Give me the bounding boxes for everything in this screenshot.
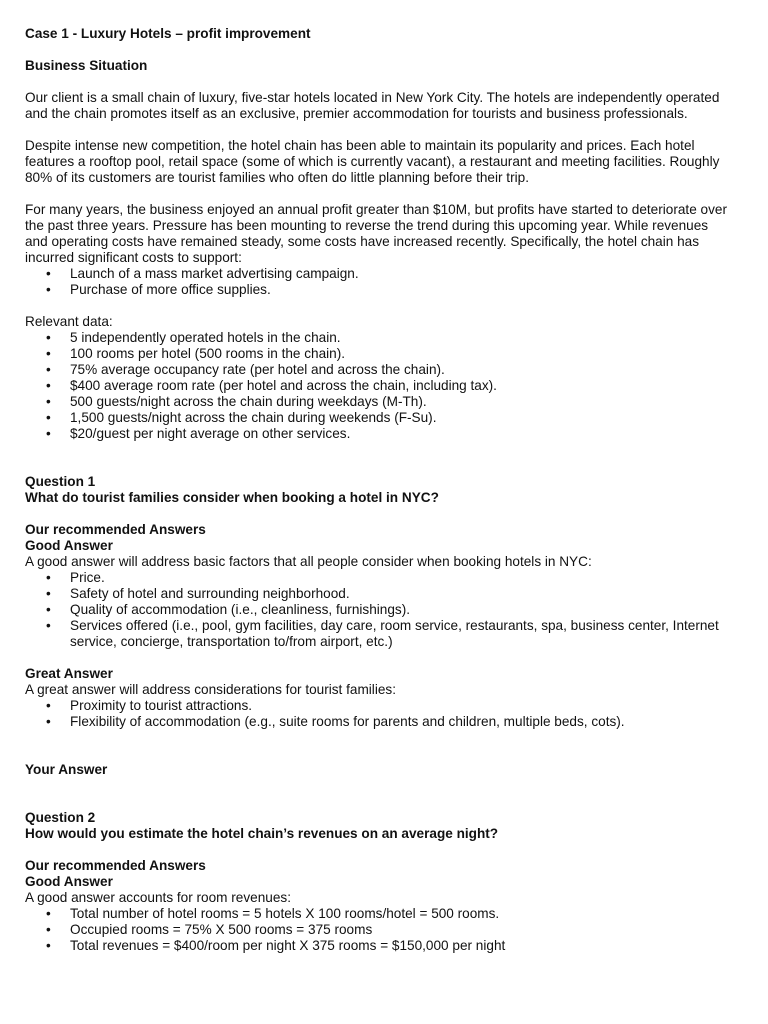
question2-text: How would you estimate the hotel chain’s revenues on an average night?: [25, 826, 499, 841]
business-situation-heading: Business Situation: [25, 58, 148, 73]
question2-good-intro: A good answer accounts for room revenues:: [25, 890, 291, 905]
question1-recommended-heading: Our recommended Answers: [25, 522, 206, 537]
question1-your-answer-heading: Your Answer: [25, 762, 108, 777]
list-item: • 100 rooms per hotel (500 rooms in the chain).: [25, 346, 728, 362]
list-item: • Proximity to tourist attractions.: [25, 698, 728, 714]
question1-good-heading: Good Answer: [25, 538, 113, 553]
question1-great-list: [25, 698, 728, 730]
list-item: • Safety of hotel and surrounding neighborhood.: [25, 586, 728, 602]
list-item: • Occupied rooms = 75% X 500 rooms = 375 rooms: [25, 922, 728, 938]
list-item: • $400 average room rate (per hotel and across the chain, including tax).: [25, 378, 728, 394]
list-item: • Services offered (i.e., pool, gym facilities, day care, room service, restaurants, spa, business center, Internet service, concierge, transportation to/from airport, etc.): [25, 618, 728, 650]
list-item: • Purchase of more office supplies.: [25, 282, 728, 298]
list-item: • 1,500 guests/night across the chain during weekends (F-Su).: [25, 410, 728, 426]
list-item: • Price.: [25, 570, 728, 586]
question1-good-intro: A good answer will address basic factors that all people consider when booking hotels in NYC:: [25, 554, 592, 569]
list-item: • 500 guests/night across the chain during weekdays (M-Th).: [25, 394, 728, 410]
list-item: • 75% average occupancy rate (per hotel and across the chain).: [25, 362, 728, 378]
question1-great-intro: A great answer will address considerations for tourist families:: [25, 682, 396, 697]
question2-recommended-heading: Our recommended Answers: [25, 858, 206, 873]
question1-label: Question 1: [25, 474, 96, 489]
document-title: Case 1 - Luxury Hotels – profit improvement: [25, 26, 311, 41]
cost-list: [25, 266, 728, 298]
list-item: • Flexibility of accommodation (e.g., suite rooms for parents and children, multiple beds, cots).: [25, 714, 728, 730]
list-item: • Quality of accommodation (i.e., cleanliness, furnishings).: [25, 602, 728, 618]
list-item: • Total revenues = $400/room per night X 375 rooms = $150,000 per night: [25, 938, 728, 954]
relevant-data-label: Relevant data:: [25, 314, 113, 329]
paragraph-profits: For many years, the business enjoyed an annual profit greater than $10M, but profits have started to deteriorate over the past three years. Pressure has been mounting to reverse the trend during this upcoming year. While revenues and operating costs have remained steady, some costs have increased recently. Specifically, the hotel chain has incurred significant costs to support:: [25, 202, 727, 265]
list-item: • 5 independently operated hotels in the chain.: [25, 330, 728, 346]
relevant-data-list: [25, 330, 728, 442]
list-item: • Total number of hotel rooms = 5 hotels X 100 rooms/hotel = 500 rooms.: [25, 906, 728, 922]
question1-good-list: [25, 570, 728, 650]
paragraph-client: Our client is a small chain of luxury, five-star hotels located in New York City. The hotels are independently operated and the chain promotes itself as an exclusive, premier accommodation for tourists and business professionals.: [25, 90, 720, 121]
list-item: • Launch of a mass market advertising campaign.: [25, 266, 728, 282]
question1-great-heading: Great Answer: [25, 666, 113, 681]
question2-good-heading: Good Answer: [25, 874, 113, 889]
question2-good-list: [25, 906, 728, 954]
question1-text: What do tourist families consider when booking a hotel in NYC?: [25, 490, 439, 505]
paragraph-competition: Despite intense new competition, the hotel chain has been able to maintain its popularity and prices. Each hotel features a rooftop pool, retail space (some of which is currently vacant), a restaurant and meeting facilities. Roughly 80% of its customers are tourist families who often do little planning before their trip.: [25, 138, 720, 185]
list-item: • $20/guest per night average on other services.: [25, 426, 728, 442]
question2-label: Question 2: [25, 810, 96, 825]
